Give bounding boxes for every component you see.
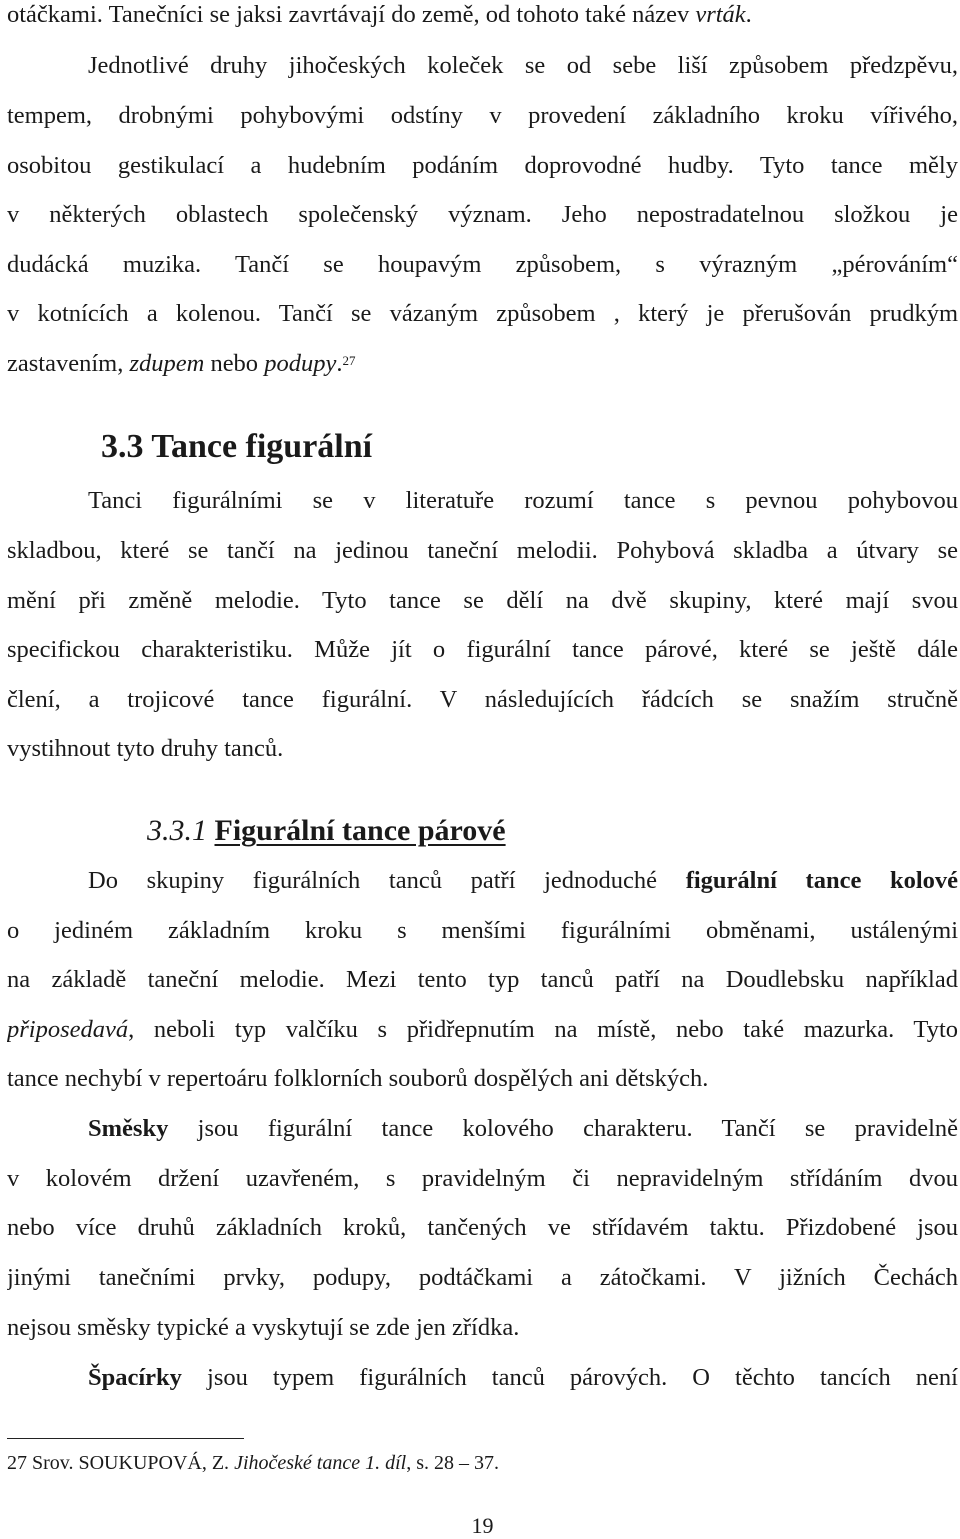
text-line: v kotnících a kolenou. Tančí se vázaným způsobem , který je přerušován prudkým bbox=[7, 300, 958, 327]
text-line: na základě taneční melodie. Mezi tento typ tanců patří na Doudlebsku například bbox=[7, 966, 958, 993]
subsection-title: Figurální tance párové bbox=[214, 814, 506, 847]
subsection-heading bbox=[147, 813, 506, 849]
text-line: Do skupiny figurálních tanců patří jednoduché figurální tance kolové bbox=[88, 867, 958, 894]
text-line: o jediném základním kroku s menšími figurálními obměnami, ustálenými bbox=[7, 917, 958, 944]
text-line: dudácká muzika. Tančí se houpavým způsobem, s výrazným „pérováním“ bbox=[7, 251, 958, 278]
document-page bbox=[7, 0, 958, 1537]
text-line: tance nechybí v repertoáru folklorních souborů dospělých ani dětských. bbox=[7, 1065, 709, 1092]
text-line: tempem, drobnými pohybovými odstíny v provedení základního kroku vířivého, bbox=[7, 102, 958, 129]
page-number: 19 bbox=[471, 1513, 494, 1538]
subsection-number: 3.3.1 bbox=[147, 814, 207, 847]
text-line: osobitou gestikulací a hudebním podáním doprovodné hudby. Tyto tance měly bbox=[7, 152, 958, 179]
text-line: otáčkami. Tanečníci se jaksi zavrtávají do země, od tohoto také název vrták. bbox=[7, 1, 752, 28]
section-heading: 3.3 Tance figurální bbox=[101, 428, 373, 465]
footnote-separator bbox=[7, 1438, 244, 1439]
footnote: 27 Srov. SOUKUPOVÁ, Z. Jihočeské tance 1. díl, s. 28 – 37. bbox=[7, 1452, 500, 1474]
text-line: člení, a trojicové tance figurální. V následujících řádcích se snažím stručně bbox=[7, 686, 958, 713]
text-line: skladbou, které se tančí na jedinou taneční melodii. Pohybová skladba a útvary se bbox=[7, 537, 958, 564]
text-line: vystihnout tyto druhy tanců. bbox=[7, 735, 284, 762]
text-line: jinými tanečními prvky, podupy, podtáčkami a zátočkami. V jižních Čechách bbox=[7, 1264, 958, 1291]
text-line: mění při změně melodie. Tyto tance se dělí na dvě skupiny, které mají svou bbox=[7, 587, 958, 614]
text-line: nejsou směsky typické a vyskytují se zde jen zřídka. bbox=[7, 1314, 520, 1341]
text-line: Jednotlivé druhy jihočeských koleček se od sebe liší způsobem předzpěvu, bbox=[88, 52, 958, 79]
text-line: Směsky jsou figurální tance kolového charakteru. Tančí se pravidelně bbox=[88, 1115, 958, 1142]
text-line: zastavením, zdupem nebo podupy.$^{27}$ bbox=[7, 350, 356, 377]
footnote-ref: 27 bbox=[342, 353, 356, 368]
text-line: Tanci figurálními se v literatuře rozumí tance s pevnou pohybovou bbox=[88, 487, 958, 514]
text-line: nebo více druhů základních kroků, tančených ve střídavém taktu. Přizdobené jsou bbox=[7, 1214, 958, 1241]
text-line: specifickou charakteristiku. Může jít o figurální tance párové, které se ještě dále bbox=[7, 636, 958, 663]
text-line: Špacírky jsou typem figurálních tanců párových. O těchto tancích není bbox=[88, 1364, 958, 1391]
text-line: v kolovém držení uzavřeném, s pravidelným či nepravidelným střídáním dvou bbox=[7, 1165, 958, 1192]
text-line: v některých oblastech společenský význam. Jeho nepostradatelnou složkou je bbox=[7, 201, 958, 228]
text-line: připosedavá, neboli typ valčíku s přidřepnutím na místě, nebo také mazurka. Tyto bbox=[7, 1016, 958, 1043]
